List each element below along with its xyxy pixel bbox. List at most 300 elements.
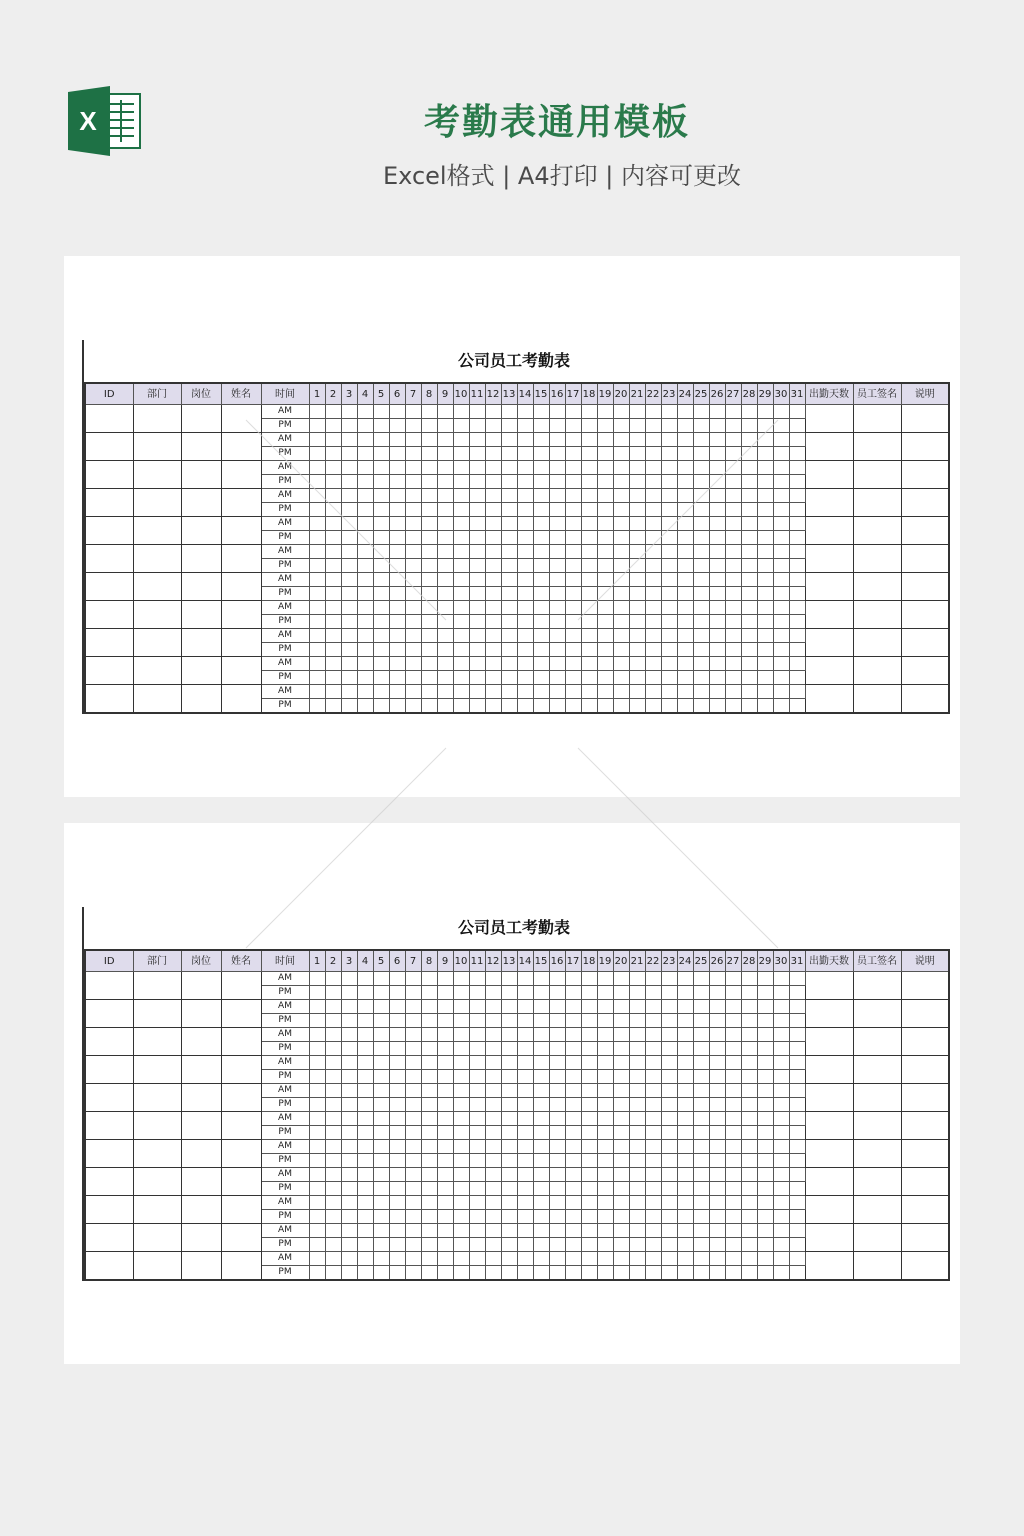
table-cell[interactable] [181,1168,221,1196]
day-cell[interactable] [757,475,773,489]
day-cell[interactable] [741,1000,757,1014]
day-cell[interactable] [789,1182,805,1196]
day-cell[interactable] [709,1042,725,1056]
table-cell[interactable] [85,1196,133,1224]
day-cell[interactable] [693,1098,709,1112]
day-cell[interactable] [453,461,469,475]
day-cell[interactable] [421,1000,437,1014]
day-cell[interactable] [341,573,357,587]
day-cell[interactable] [325,972,341,986]
day-cell[interactable] [373,1210,389,1224]
day-cell[interactable] [725,1168,741,1182]
day-cell[interactable] [629,972,645,986]
day-cell[interactable] [373,559,389,573]
day-cell[interactable] [709,1070,725,1084]
day-cell[interactable] [613,1140,629,1154]
day-cell[interactable] [453,531,469,545]
day-cell[interactable] [469,1266,485,1281]
day-cell[interactable] [629,587,645,601]
day-cell[interactable] [773,1168,789,1182]
day-cell[interactable] [309,657,325,671]
day-cell[interactable] [437,503,453,517]
day-cell[interactable] [789,1070,805,1084]
day-cell[interactable] [613,517,629,531]
day-cell[interactable] [677,1112,693,1126]
day-cell[interactable] [341,1210,357,1224]
day-cell[interactable] [485,1252,501,1266]
day-cell[interactable] [741,685,757,699]
day-cell[interactable] [437,559,453,573]
day-cell[interactable] [773,1070,789,1084]
day-cell[interactable] [741,545,757,559]
day-cell[interactable] [533,573,549,587]
day-cell[interactable] [693,685,709,699]
day-cell[interactable] [693,1056,709,1070]
day-cell[interactable] [613,643,629,657]
day-cell[interactable] [405,1084,421,1098]
day-cell[interactable] [709,699,725,714]
day-cell[interactable] [597,545,613,559]
day-cell[interactable] [373,1056,389,1070]
day-cell[interactable] [629,1042,645,1056]
table-cell[interactable] [85,517,133,545]
day-cell[interactable] [629,1182,645,1196]
day-cell[interactable] [565,461,581,475]
day-cell[interactable] [373,531,389,545]
day-cell[interactable] [453,1196,469,1210]
day-cell[interactable] [693,699,709,714]
day-cell[interactable] [757,671,773,685]
day-cell[interactable] [341,405,357,419]
day-cell[interactable] [549,419,565,433]
day-cell[interactable] [565,1056,581,1070]
day-cell[interactable] [437,1154,453,1168]
day-cell[interactable] [661,1168,677,1182]
day-cell[interactable] [629,405,645,419]
day-cell[interactable] [789,1000,805,1014]
day-cell[interactable] [389,489,405,503]
day-cell[interactable] [405,1238,421,1252]
day-cell[interactable] [453,559,469,573]
day-cell[interactable] [405,405,421,419]
day-cell[interactable] [453,1112,469,1126]
day-cell[interactable] [357,545,373,559]
day-cell[interactable] [405,433,421,447]
day-cell[interactable] [693,1266,709,1281]
day-cell[interactable] [325,629,341,643]
day-cell[interactable] [709,1140,725,1154]
day-cell[interactable] [597,629,613,643]
day-cell[interactable] [789,1112,805,1126]
day-cell[interactable] [597,461,613,475]
day-cell[interactable] [501,699,517,714]
day-cell[interactable] [645,559,661,573]
day-cell[interactable] [357,1056,373,1070]
table-cell[interactable] [85,657,133,685]
day-cell[interactable] [773,545,789,559]
day-cell[interactable] [405,545,421,559]
day-cell[interactable] [485,1126,501,1140]
day-cell[interactable] [453,615,469,629]
day-cell[interactable] [517,447,533,461]
day-cell[interactable] [629,489,645,503]
day-cell[interactable] [709,1028,725,1042]
day-cell[interactable] [453,447,469,461]
day-cell[interactable] [565,671,581,685]
table-cell[interactable] [221,433,261,461]
day-cell[interactable] [613,1266,629,1281]
day-cell[interactable] [373,1000,389,1014]
day-cell[interactable] [405,475,421,489]
day-cell[interactable] [645,601,661,615]
day-cell[interactable] [405,601,421,615]
day-cell[interactable] [581,1252,597,1266]
day-cell[interactable] [581,1042,597,1056]
day-cell[interactable] [549,475,565,489]
day-cell[interactable] [581,671,597,685]
day-cell[interactable] [533,461,549,475]
table-cell[interactable] [221,1140,261,1168]
day-cell[interactable] [469,685,485,699]
day-cell[interactable] [437,1210,453,1224]
day-cell[interactable] [597,1084,613,1098]
day-cell[interactable] [437,405,453,419]
day-cell[interactable] [325,419,341,433]
day-cell[interactable] [565,517,581,531]
day-cell[interactable] [421,419,437,433]
day-cell[interactable] [533,1252,549,1266]
day-cell[interactable] [357,1126,373,1140]
table-cell[interactable] [133,1140,181,1168]
day-cell[interactable] [629,629,645,643]
day-cell[interactable] [469,1070,485,1084]
table-cell[interactable] [181,545,221,573]
day-cell[interactable] [789,1140,805,1154]
day-cell[interactable] [325,685,341,699]
day-cell[interactable] [677,405,693,419]
day-cell[interactable] [325,601,341,615]
day-cell[interactable] [613,1056,629,1070]
day-cell[interactable] [693,573,709,587]
day-cell[interactable] [725,517,741,531]
day-cell[interactable] [613,615,629,629]
day-cell[interactable] [677,1140,693,1154]
day-cell[interactable] [389,1112,405,1126]
day-cell[interactable] [597,405,613,419]
day-cell[interactable] [341,1000,357,1014]
day-cell[interactable] [469,629,485,643]
table-cell[interactable] [805,1028,853,1056]
day-cell[interactable] [709,531,725,545]
day-cell[interactable] [373,517,389,531]
day-cell[interactable] [309,972,325,986]
day-cell[interactable] [789,447,805,461]
day-cell[interactable] [693,671,709,685]
day-cell[interactable] [341,1154,357,1168]
day-cell[interactable] [437,629,453,643]
day-cell[interactable] [629,615,645,629]
day-cell[interactable] [373,1014,389,1028]
table-cell[interactable] [133,629,181,657]
day-cell[interactable] [357,531,373,545]
day-cell[interactable] [549,615,565,629]
day-cell[interactable] [373,643,389,657]
day-cell[interactable] [549,1070,565,1084]
day-cell[interactable] [533,657,549,671]
day-cell[interactable] [453,573,469,587]
day-cell[interactable] [501,1126,517,1140]
day-cell[interactable] [661,559,677,573]
day-cell[interactable] [437,1056,453,1070]
day-cell[interactable] [373,1112,389,1126]
table-cell[interactable] [85,1140,133,1168]
day-cell[interactable] [789,531,805,545]
day-cell[interactable] [453,1028,469,1042]
day-cell[interactable] [549,433,565,447]
day-cell[interactable] [629,447,645,461]
day-cell[interactable] [661,643,677,657]
table-cell[interactable] [853,685,901,714]
day-cell[interactable] [661,601,677,615]
day-cell[interactable] [549,1084,565,1098]
day-cell[interactable] [485,1056,501,1070]
day-cell[interactable] [517,1182,533,1196]
day-cell[interactable] [549,685,565,699]
day-cell[interactable] [629,503,645,517]
table-cell[interactable] [181,1000,221,1028]
day-cell[interactable] [693,503,709,517]
day-cell[interactable] [501,1196,517,1210]
day-cell[interactable] [629,601,645,615]
day-cell[interactable] [773,1182,789,1196]
day-cell[interactable] [453,1070,469,1084]
table-cell[interactable] [901,405,949,433]
day-cell[interactable] [677,1238,693,1252]
day-cell[interactable] [437,671,453,685]
day-cell[interactable] [421,531,437,545]
day-cell[interactable] [725,447,741,461]
day-cell[interactable] [725,643,741,657]
table-cell[interactable] [133,1196,181,1224]
day-cell[interactable] [741,1042,757,1056]
day-cell[interactable] [421,475,437,489]
table-cell[interactable] [85,461,133,489]
day-cell[interactable] [325,1140,341,1154]
day-cell[interactable] [661,986,677,1000]
day-cell[interactable] [517,517,533,531]
day-cell[interactable] [389,1126,405,1140]
day-cell[interactable] [501,587,517,601]
day-cell[interactable] [485,643,501,657]
day-cell[interactable] [453,503,469,517]
day-cell[interactable] [709,489,725,503]
day-cell[interactable] [325,461,341,475]
day-cell[interactable] [565,629,581,643]
day-cell[interactable] [373,1182,389,1196]
day-cell[interactable] [693,1140,709,1154]
day-cell[interactable] [629,1070,645,1084]
day-cell[interactable] [485,699,501,714]
table-cell[interactable] [853,1140,901,1168]
day-cell[interactable] [613,1000,629,1014]
day-cell[interactable] [613,1182,629,1196]
day-cell[interactable] [405,1210,421,1224]
day-cell[interactable] [405,1056,421,1070]
table-cell[interactable] [221,517,261,545]
day-cell[interactable] [437,447,453,461]
day-cell[interactable] [469,489,485,503]
table-cell[interactable] [85,629,133,657]
day-cell[interactable] [437,615,453,629]
day-cell[interactable] [309,1238,325,1252]
day-cell[interactable] [741,1196,757,1210]
day-cell[interactable] [341,1042,357,1056]
day-cell[interactable] [469,986,485,1000]
day-cell[interactable] [565,643,581,657]
day-cell[interactable] [549,545,565,559]
day-cell[interactable] [341,1070,357,1084]
day-cell[interactable] [389,475,405,489]
table-cell[interactable] [805,629,853,657]
day-cell[interactable] [549,1252,565,1266]
day-cell[interactable] [373,1168,389,1182]
day-cell[interactable] [597,559,613,573]
day-cell[interactable] [389,419,405,433]
day-cell[interactable] [757,573,773,587]
day-cell[interactable] [405,1014,421,1028]
day-cell[interactable] [661,671,677,685]
day-cell[interactable] [565,1182,581,1196]
day-cell[interactable] [757,461,773,475]
day-cell[interactable] [789,1098,805,1112]
day-cell[interactable] [325,405,341,419]
day-cell[interactable] [373,1126,389,1140]
day-cell[interactable] [661,972,677,986]
day-cell[interactable] [533,972,549,986]
day-cell[interactable] [709,559,725,573]
day-cell[interactable] [485,1070,501,1084]
day-cell[interactable] [581,503,597,517]
day-cell[interactable] [453,1210,469,1224]
day-cell[interactable] [373,1028,389,1042]
day-cell[interactable] [341,1098,357,1112]
day-cell[interactable] [309,1224,325,1238]
day-cell[interactable] [549,1028,565,1042]
day-cell[interactable] [629,545,645,559]
day-cell[interactable] [549,1266,565,1281]
day-cell[interactable] [581,1070,597,1084]
day-cell[interactable] [389,986,405,1000]
day-cell[interactable] [485,545,501,559]
day-cell[interactable] [549,517,565,531]
day-cell[interactable] [501,475,517,489]
day-cell[interactable] [661,1182,677,1196]
day-cell[interactable] [453,1098,469,1112]
day-cell[interactable] [485,1224,501,1238]
day-cell[interactable] [469,1098,485,1112]
day-cell[interactable] [757,489,773,503]
day-cell[interactable] [661,615,677,629]
day-cell[interactable] [373,685,389,699]
day-cell[interactable] [309,1000,325,1014]
table-cell[interactable] [181,1112,221,1140]
day-cell[interactable] [517,1196,533,1210]
day-cell[interactable] [757,643,773,657]
day-cell[interactable] [437,1238,453,1252]
day-cell[interactable] [565,587,581,601]
day-cell[interactable] [373,1140,389,1154]
day-cell[interactable] [565,545,581,559]
day-cell[interactable] [549,986,565,1000]
day-cell[interactable] [373,419,389,433]
table-cell[interactable] [181,517,221,545]
day-cell[interactable] [565,699,581,714]
table-cell[interactable] [853,1084,901,1112]
day-cell[interactable] [341,559,357,573]
day-cell[interactable] [309,419,325,433]
day-cell[interactable] [581,601,597,615]
day-cell[interactable] [741,475,757,489]
day-cell[interactable] [421,1168,437,1182]
day-cell[interactable] [597,531,613,545]
day-cell[interactable] [501,531,517,545]
day-cell[interactable] [437,1000,453,1014]
day-cell[interactable] [517,1056,533,1070]
day-cell[interactable] [709,1098,725,1112]
day-cell[interactable] [421,559,437,573]
table-cell[interactable] [85,405,133,433]
day-cell[interactable] [661,1224,677,1238]
day-cell[interactable] [437,1126,453,1140]
day-cell[interactable] [629,1224,645,1238]
day-cell[interactable] [325,1014,341,1028]
day-cell[interactable] [741,587,757,601]
day-cell[interactable] [661,1266,677,1281]
day-cell[interactable] [789,545,805,559]
day-cell[interactable] [693,601,709,615]
day-cell[interactable] [517,601,533,615]
table-cell[interactable] [901,1252,949,1281]
day-cell[interactable] [517,685,533,699]
day-cell[interactable] [725,601,741,615]
day-cell[interactable] [549,573,565,587]
day-cell[interactable] [597,1182,613,1196]
table-cell[interactable] [85,1112,133,1140]
day-cell[interactable] [677,1126,693,1140]
day-cell[interactable] [549,1000,565,1014]
table-cell[interactable] [901,657,949,685]
day-cell[interactable] [677,1154,693,1168]
day-cell[interactable] [437,545,453,559]
day-cell[interactable] [645,1252,661,1266]
day-cell[interactable] [325,1042,341,1056]
day-cell[interactable] [469,419,485,433]
table-cell[interactable] [901,461,949,489]
day-cell[interactable] [389,1168,405,1182]
day-cell[interactable] [677,629,693,643]
day-cell[interactable] [405,986,421,1000]
day-cell[interactable] [341,643,357,657]
day-cell[interactable] [565,1112,581,1126]
day-cell[interactable] [357,1168,373,1182]
day-cell[interactable] [725,1028,741,1042]
day-cell[interactable] [437,461,453,475]
day-cell[interactable] [549,405,565,419]
day-cell[interactable] [437,1252,453,1266]
day-cell[interactable] [389,615,405,629]
day-cell[interactable] [581,685,597,699]
day-cell[interactable] [789,1168,805,1182]
